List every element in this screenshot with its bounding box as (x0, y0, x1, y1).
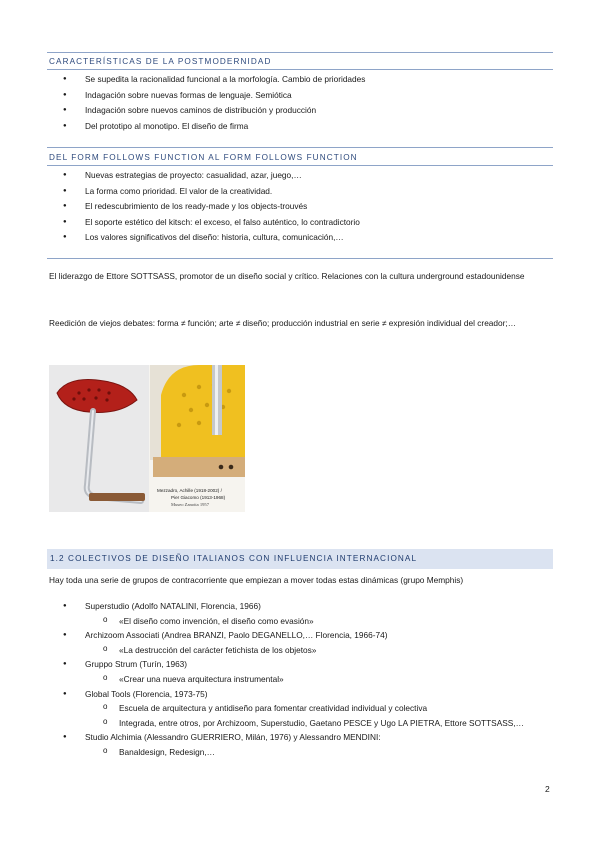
list-item: ● Indagación sobre nuevos caminos de distribución y producción (63, 103, 365, 119)
list-item: ● Indagación sobre nuevas formas de lenguaje. Semiótica (63, 88, 365, 104)
list-item: ● El redescubrimiento de los ready-made y los objects-trouvés (63, 199, 360, 215)
sub-list-item: o Banaldesign, Redesign,… (63, 745, 524, 760)
divider (47, 147, 553, 148)
list-item: ● Nuevas estrategias de proyecto: casualidad, azar, juego,… (63, 168, 360, 184)
divider (47, 258, 553, 259)
list-item: ● Superstudio (Adolfo NATALINI, Florencia, 1966) (63, 599, 524, 614)
sub-list-item: o «Crear una nueva arquitectura instrumental» (63, 672, 524, 687)
photo-caption: Pier Giacomo (1913-1968) (171, 495, 226, 500)
collectives-list (63, 599, 524, 760)
photo-caption: Museo Zanotta 1957 (171, 502, 210, 507)
section-heading-postmodernity: CARACTERÍSTICAS DE LA POSTMODERNIDAD (49, 57, 272, 66)
postmodern-list (63, 72, 365, 134)
divider (47, 52, 553, 53)
divider (47, 69, 553, 70)
photo-caption: Mezzadro, Achille (1918-2002) / (157, 488, 222, 493)
section-heading-band (47, 549, 553, 569)
intro-paragraph: Hay toda una serie de grupos de contracorriente que empiezan a mover todas estas dinámicas (grupo Memphis) (49, 575, 464, 585)
paragraph-reedicion: Reedición de viejos debates: forma ≠ función; arte ≠ diseño; producción industrial en serie ≠ expresión individual del creador;… (49, 318, 517, 328)
form-follows-list (63, 168, 360, 246)
paragraph-sottsass: El liderazgo de Ettore SOTTSASS, promotor de un diseño social y crítico. Relaciones con la cultura underground estadounidense (49, 271, 525, 281)
sub-list-item: o Escuela de arquitectura y antidiseño para fomentar creatividad individual y colectiva (63, 701, 524, 716)
list-item: ● Del prototipo al monotipo. El diseño de firma (63, 119, 365, 135)
list-item: ● Archizoom Associati (Andrea BRANZI, Paolo DEGANELLO,… Florencia, 1966-74) (63, 628, 524, 643)
section-heading-colectivos: 1.2 COLECTIVOS DE DISEÑO ITALIANOS CON INFLUENCIA INTERNACIONAL (50, 554, 418, 563)
list-item: ● Gruppo Strum (Turín, 1963) (63, 657, 524, 672)
list-item: ● Studio Alchimia (Alessandro GUERRIERO, Milán, 1976) y Alessandro MENDINI: (63, 730, 524, 745)
mezzadro-stool-photo (49, 365, 245, 512)
sub-list-item: o «El diseño como invención, el diseño como evasión» (63, 614, 524, 629)
list-item: ● Se supedita la racionalidad funcional a la morfología. Cambio de prioridades (63, 72, 365, 88)
section-heading-form-follows: DEL FORM FOLLOWS FUNCTION AL FORM FOLLOWS FUNCTION (49, 153, 358, 162)
sub-list-item: o Integrada, entre otros, por Archizoom, Superstudio, Gaetano PESCE y Ugo LA PIETRA, Ettore SOTTSASS,… (63, 716, 524, 731)
list-item: ● Global Tools (Florencia, 1973-75) (63, 687, 524, 702)
list-item: ● El soporte estético del kitsch: el exceso, el falso auténtico, lo contradictorio (63, 215, 360, 231)
page-number: 2 (545, 784, 550, 794)
sub-list-item: o «La destrucción del carácter fetichista de los objetos» (63, 643, 524, 658)
list-item: ● Los valores significativos del diseño: historia, cultura, comunicación,… (63, 230, 360, 246)
divider (47, 165, 553, 166)
list-item: ● La forma como prioridad. El valor de la creatividad. (63, 184, 360, 200)
